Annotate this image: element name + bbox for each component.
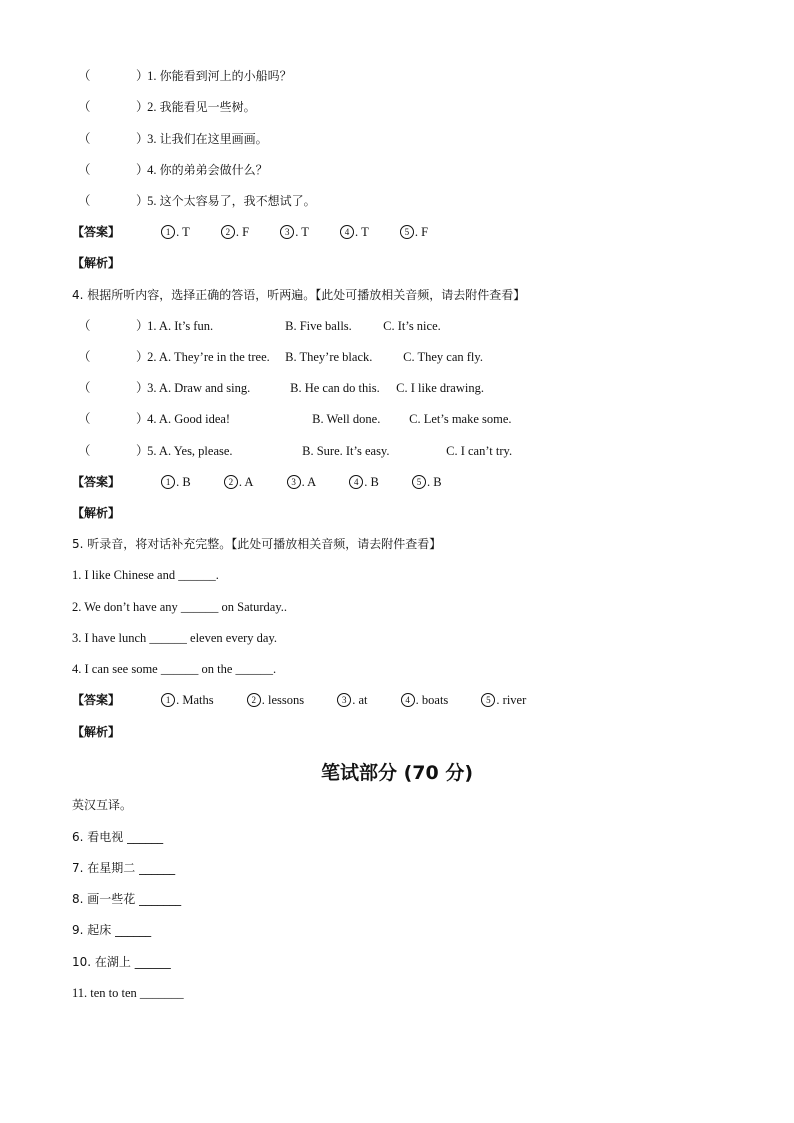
s5-answer-row: 【答案】 1 . Maths 2 . lessons 3 . at 4 . boats 5 . river [72,690,540,710]
s4-item-4: （ ） 4. A. Good idea! B. Well done. C. Let’s make some. [78,412,512,426]
s4-item-2: （ ） 2. A. They’re in the tree. B. They’re black. C. They can fly. [78,350,483,364]
s4-heading: 4. 根据所听内容，选择正确的答语，听两遍。【此处可播放相关音频，请去附件查看】 [72,288,526,302]
answer-label: 【答案】 [72,225,121,239]
s3-answer-row: 【答案】 1 . T 2 . F 3 . T 4 . T 5 . F [72,222,442,242]
s5-analysis-label: 【解析】 [72,725,121,739]
s4-item-5: （ ） 5. A. Yes, please. B. Sure. It’s easy. C. I can’t try. [78,444,513,458]
written-item-8: 8. 画一些花 _______ [72,892,182,906]
written-item-11: 11. ten to ten _______ [72,986,184,1000]
s4-item-3: （ ） 3. A. Draw and sing. B. He can do this. C. I like drawing. [78,381,484,395]
s3-item-4: （ ） 4. 你的弟弟会做什么？ [78,163,268,177]
s3-analysis-label: 【解析】 [72,256,121,270]
s4-item-1: （ ） 1. A. It’s fun. B. Five balls. C. It’s nice. [78,319,441,333]
s5-heading: 5. 听录音，将对话补充完整。【此处可播放相关音频，请去附件查看】 [72,537,442,551]
s5-line-2: 2. We don’t have any ______ on Saturday.. [72,600,288,614]
s4-analysis-label: 【解析】 [72,506,121,520]
s3-item-3: （ ） 3. 让我们在这里画画。 [78,132,268,146]
written-item-9: 9. 起床 ______ [72,923,152,937]
written-instruction: 英汉互译。 [72,798,133,812]
written-item-10: 10. 在湖上 ______ [72,955,171,969]
s3-item-5: （ ） 5. 这个太容易了，我不想试了。 [78,194,316,208]
s5-line-1: 1. I like Chinese and ______. [72,568,219,582]
s3-item-1: （ ） 1. 你能看到河上的小船吗？ [78,69,292,83]
written-item-6: 6. 看电视 ______ [72,830,164,844]
written-item-7: 7. 在星期二 ______ [72,861,176,875]
answer-label: 【答案】 [72,475,121,489]
answer-label: 【答案】 [72,693,121,707]
s3-item-2: （ ） 2. 我能看见一些树。 [78,100,256,114]
s5-line-4: 4. I can see some ______ on the ______. [72,662,277,676]
section-title: 笔试部分 (70 分) [320,762,474,784]
s5-line-3: 3. I have lunch ______ eleven every day. [72,631,278,645]
s4-answer-row: 【答案】 1 . B 2 . A 3 . A 4 . B 5 . B [72,472,456,492]
